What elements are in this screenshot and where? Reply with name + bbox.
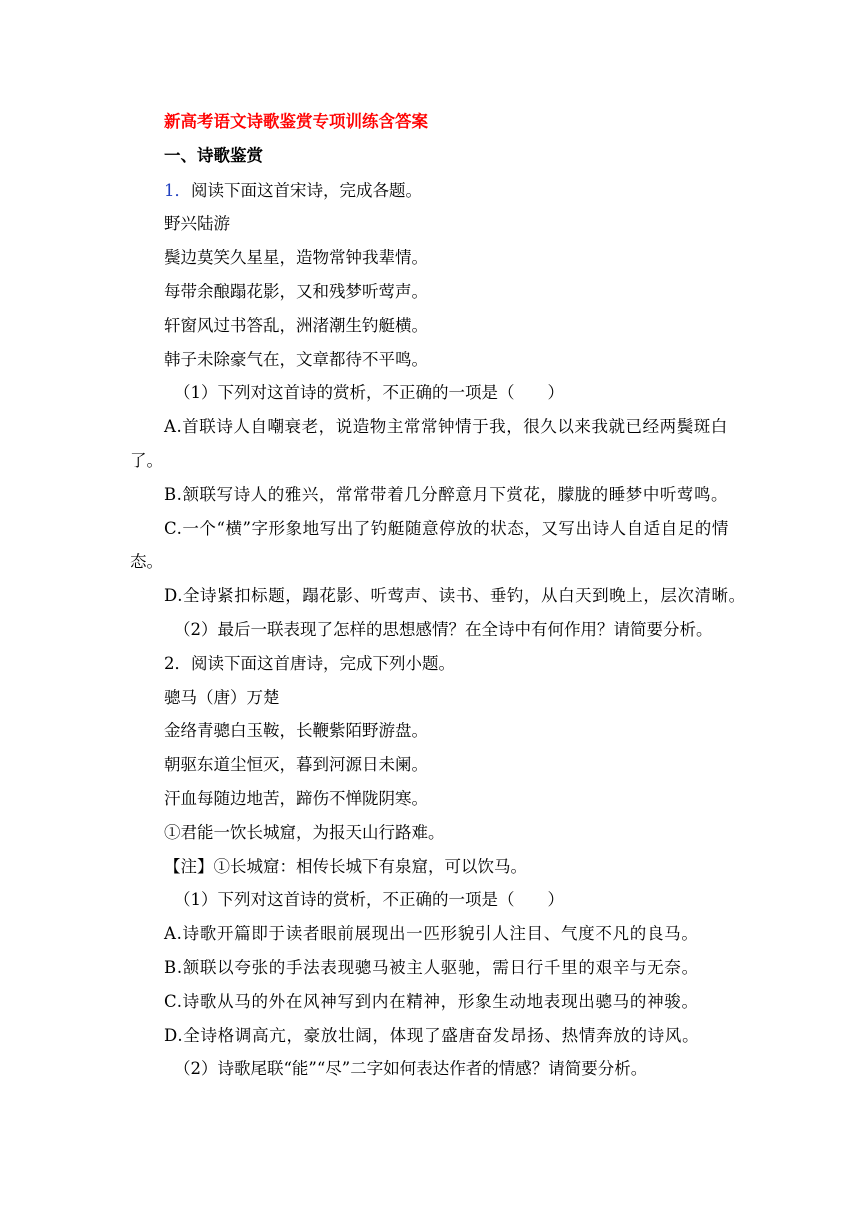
question-1-option-c-cont: 态。 [130,552,163,571]
question-1-option-a: A.首联诗人自嘲衰老，说造物主常常钟情于我，很久以来我就已经两鬓斑白 [164,417,728,436]
question-1-option-b: B.颔联写诗人的雅兴，常常带着几分醉意月下赏花，朦胧的睡梦中听莺鸣。 [164,485,729,504]
question-2-option-a: A.诗歌开篇即于读者眼前展现出一匹形貌引人注目、气度不凡的良马。 [164,924,699,943]
question-1-option-a-cont: 了。 [130,451,163,470]
poem-1-line: 韩子未除豪气在，文章都待不平鸣。 [164,350,428,369]
section-heading: 一、诗歌鉴赏 [164,146,263,165]
question-2-option-c: C.诗歌从马的外在风神写到内在精神，形象生动地表现出骢马的神骏。 [164,992,699,1011]
question-1-option-d: D.全诗紧扣标题，蹋花影、听莺声、读书、垂钓，从白天到晚上，层次清晰。 [164,586,746,605]
poem-2-line: 汗血每随边地苦，蹄伤不惮陇阴寒。 [164,789,428,808]
question-2-option-b: B.颔联以夸张的手法表现骢马被主人驱驰，需日行千里的艰辛与无奈。 [164,958,699,977]
question-2-prompt: 2．阅读下面这首唐诗，完成下列小题。 [164,654,455,673]
question-2-sub2: （2）诗歌尾联“能”“尽”二字如何表达作者的情感？请简要分析。 [174,1059,648,1078]
question-1-text: 阅读下面这首宋诗，完成各题。 [191,181,422,200]
poem-2-title: 骢马（唐）万楚 [164,688,280,707]
poem-1-line: 鬓边莫笑久星星，造物常钟我辈情。 [164,248,428,267]
question-1-sub1: （1）下列对这首诗的赏析，不正确的一项是（ ） [174,383,564,402]
poem-1-line: 每带余酿蹋花影，又和残梦听莺声。 [164,282,428,301]
question-2-sub1: （1）下列对这首诗的赏析，不正确的一项是（ ） [174,890,564,909]
question-1-sub2: （2）最后一联表现了怎样的思想感情？在全诗中有何作用？请简要分析。 [174,620,713,639]
poem-2-line: 金络青骢白玉鞍，长鞭紫陌野游盘。 [164,721,428,740]
question-1-prompt [164,180,422,202]
question-1-number: 1． [164,181,191,200]
poem-2-line: 朝驱东道尘恒灭，暮到河源日未阑。 [164,755,428,774]
poem-1-line: 轩窗风过书答乱，洲渚潮生钓艇横。 [164,316,428,335]
question-2-note: 【注】①长城窟：相传长城下有泉窟，可以饮马。 [164,857,527,876]
question-1-option-c: C.一个“横”字形象地写出了钓艇随意停放的状态，又写出诗人自适自足的情 [164,519,729,538]
question-2-option-d: D.全诗格调高亢，豪放壮阔，体现了盛唐奋发昂扬、热情奔放的诗风。 [164,1026,700,1045]
poem-1-title: 野兴陆游 [164,214,230,233]
document-title: 新高考语文诗歌鉴赏专项训练含答案 [164,112,428,131]
poem-2-line: ①君能一饮长城窟，为报天山行路难。 [164,823,445,842]
